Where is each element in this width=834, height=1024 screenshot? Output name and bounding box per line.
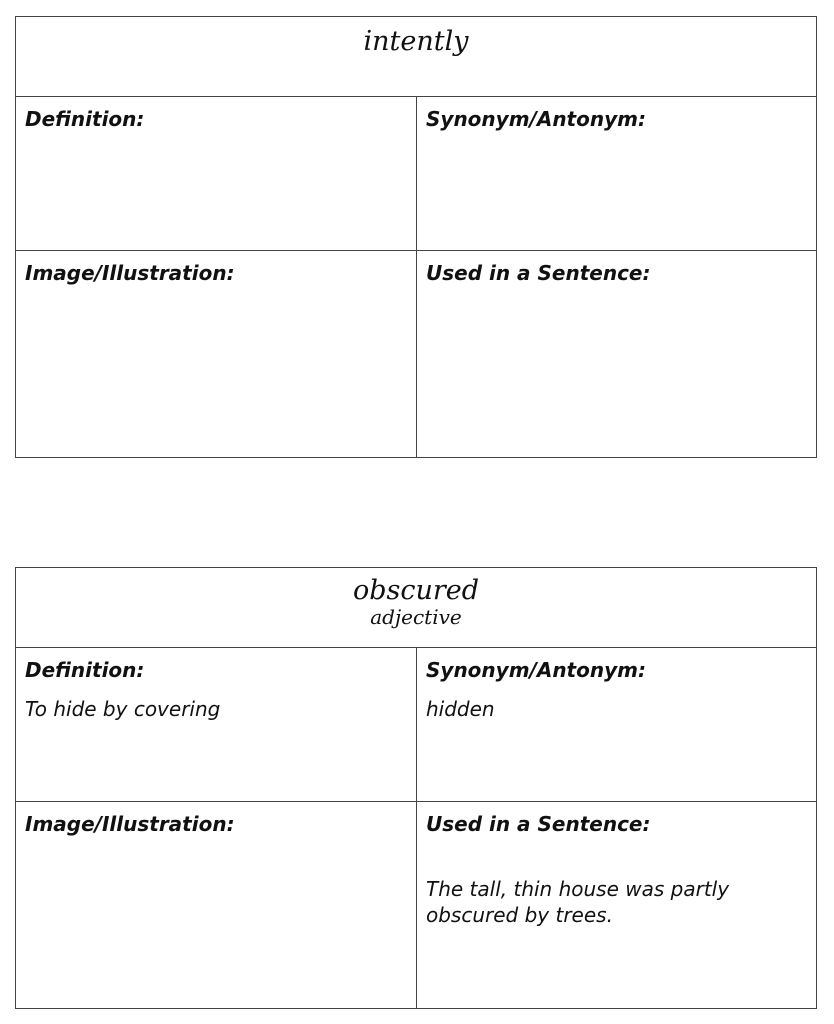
definition-label: Definition:	[25, 658, 145, 682]
sentence-text: The tall, thin house was partly obscured by trees.	[426, 877, 730, 927]
image-illustration-label: Image/Illustration:	[25, 812, 235, 836]
vocab-card-intently	[15, 16, 817, 458]
image-illustration-cell	[16, 802, 417, 1008]
vocab-word: obscured	[352, 575, 480, 606]
vocab-word: intently	[363, 26, 469, 57]
card-header	[16, 17, 816, 97]
used-in-sentence-label: Used in a Sentence:	[426, 812, 651, 836]
synonym-antonym-label: Synonym/Antonym:	[426, 107, 646, 131]
card-header	[16, 568, 816, 648]
definition-cell	[16, 97, 417, 251]
used-in-sentence-cell	[417, 251, 816, 457]
definition-text: To hide by covering	[25, 697, 221, 721]
synonym-antonym-cell	[417, 97, 816, 251]
used-in-sentence-cell	[417, 802, 816, 1008]
image-illustration-label: Image/Illustration:	[25, 261, 235, 285]
synonym-antonym-label: Synonym/Antonym:	[426, 658, 646, 682]
definition-cell	[16, 648, 417, 802]
part-of-speech: adjective	[370, 605, 462, 629]
synonym-antonym-cell	[417, 648, 816, 802]
vocab-card-obscured	[15, 567, 817, 1009]
image-illustration-cell	[16, 251, 417, 457]
used-in-sentence-label: Used in a Sentence:	[426, 261, 651, 285]
definition-label: Definition:	[25, 107, 145, 131]
synonym-antonym-text: hidden	[426, 697, 495, 721]
